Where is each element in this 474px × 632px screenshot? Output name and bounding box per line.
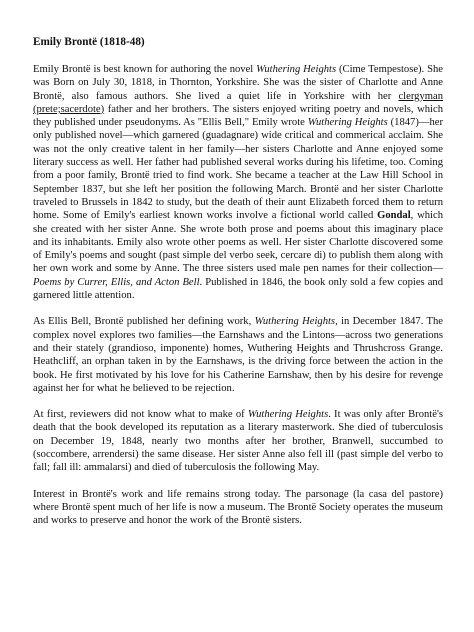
document-title: Emily Brontë (1818-48): [33, 36, 145, 48]
text-run: (1847)—her only published novel—which garnered (guadagnare) wide critical and commerical acclaim. She was not the only creative talent in her family—her sisters Charlotte and Anne enjoyed some literary success as well. Her father had published several works during his lifetime, too. Coming from a poor family, Brontë tried to find work. She became a teacher at the Law Hill School in September 1837, but she left her position the following March. Brontë and her sister Charlotte traveled to Brussels in 1842 to study, but the death of their aunt Elizabeth forced them to return home. Some of Emily's earliest known works involve a fictional world called: [33, 117, 443, 222]
text-run: Emily Brontë is best known for authoring the novel: [33, 64, 257, 75]
paragraph-3: [33, 408, 443, 474]
italic-run: Wuthering Heights: [307, 117, 388, 129]
italic-run: Wuthering Heights: [256, 64, 337, 75]
paragraph-2: [33, 315, 443, 395]
text-run: Interest in Brontë's work and life remains strong today. The parsonage (la casa del pastore) where Brontë spent much of her life is now a museum. The Brontë Society operates the museum and works to preserve and honor the work of the Brontë sisters.: [33, 488, 443, 527]
italic-run: Poems by Currer, Ellis, and Acton Bell: [33, 276, 200, 288]
italic-run: Wuthering Heights: [247, 409, 329, 421]
text-run: At first, reviewers did not know what to make of: [33, 409, 248, 421]
text-run: , which she created with her sister Anne. She wrote both prose and poems about this imaginary place and its inhabitants. Emily also wrote other poems as well. Her sister Charlotte discovered some of Emily's poems and sought (past simple del verbo seek, cercare di) to publish them along with her own work and some by Anne. The three sisters used male pen names for their collection—: [33, 210, 444, 275]
underlined-run: clergyman (prete;sacerdote): [33, 90, 443, 115]
paragraph-1: [33, 63, 443, 302]
document-body: [33, 36, 443, 541]
text-run: As Ellis Bell, Brontë published her defining work,: [33, 316, 255, 328]
bold-run: Gondal: [377, 210, 411, 222]
text-run: . Published in 1846, the book only sold a few copies and garnered little attention.: [33, 276, 443, 302]
text-run: father and her brothers. The sisters enjoyed writing poetry and novels, which they published under pseudonyms. As "Ellis Bell," Emily wrote: [33, 103, 443, 129]
text-run: . It was only after Brontë's death that the book developed its reputation as a literary masterwork. She died of tuberculosis on December 19, 1848, nearly two months after her brother, Branwell, succumbed to (soccombere, arrendersi) the same disease. Her sister Anne also fell ill (past simple del verbo to fall; fall ill: ammalarsi) and died of tuberculosis the following May.: [33, 409, 443, 474]
italic-run: Wuthering Heights: [254, 316, 336, 328]
text-run: , in December 1847. The complex novel explores two families—the Earnshaws and the Lintons—across two generations and their stately (grandioso, imponente) homes, Wuthering Heights and Thrushcross Grange. Heathcliff, an orphan taken in by the Earnshaws, is the driving force between the action in the book. He first motivated by his love for his Catherine Earnshaw, then by his desire for revenge against her for what he believed to be rejection.: [33, 316, 444, 394]
text-run: (Cime Tempestose). She was Born on July 30, 1818, in Thornton, Yorkshire. She was the sister of Charlotte and Anne Brontë, also famous authors. She lived a quiet life in Yorkshire with her: [33, 64, 443, 102]
paragraph-4: [33, 488, 443, 528]
